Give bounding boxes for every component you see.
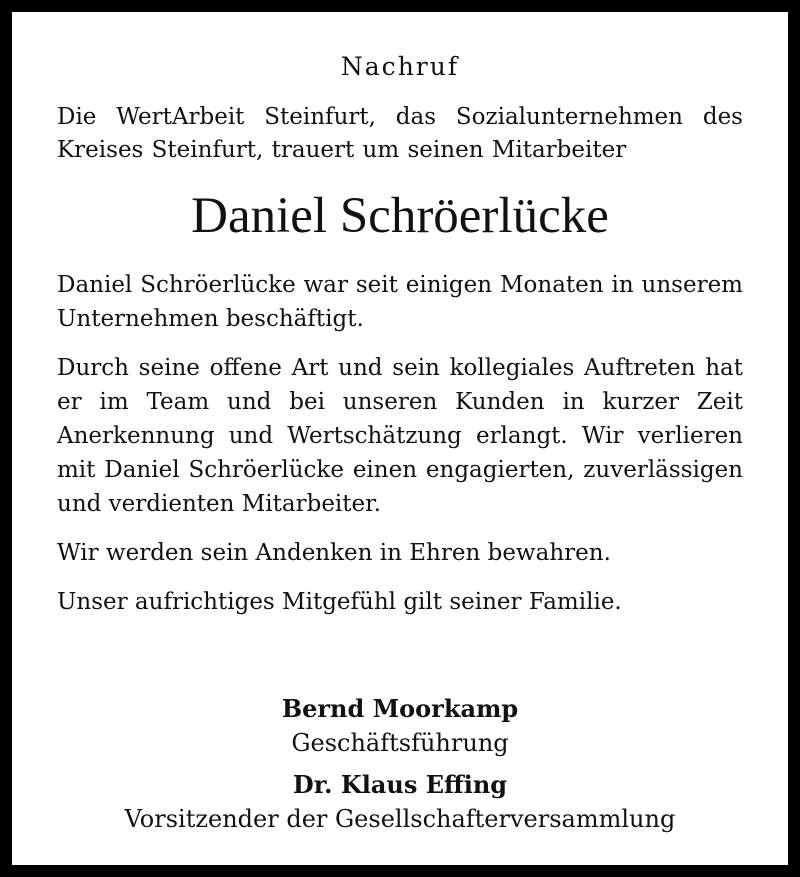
paragraph-tribute: Durch seine offene Art und sein kollegiales Auftreten hat er im Team und bei unseren Kunden in kurzer Zeit Anerkennung und Wertschätzung erlangt. Wir verlieren mit Daniel Schröerlücke einen engagierten, zuverlässigen und verdienten Mitarbeiter. <box>57 355 743 517</box>
signatory-role: Vorsitzender der Gesellschafterversammlung <box>124 805 676 833</box>
signatory-name: Bernd Moorkamp <box>281 694 519 723</box>
deceased-name: Daniel Schröerlücke <box>191 188 609 244</box>
paragraph-remembrance: Wir werden sein Andenken in Ehren bewahren. <box>57 540 611 566</box>
notice-heading: Nachruf <box>340 52 460 81</box>
paragraph-employment: Daniel Schröerlücke war seit einigen Monaten in unserem Unternehmen beschäftigt. <box>57 272 743 332</box>
paragraph-condolence: Unser aufrichtiges Mitgefühl gilt seiner Familie. <box>57 589 622 615</box>
intro-text: Die WertArbeit Steinfurt, das Sozialunternehmen des Kreises Steinfurt, trauert um seinen Mitarbeiter <box>57 104 743 163</box>
signature-block <box>24 692 776 844</box>
notice-body <box>57 54 743 634</box>
signatory-role: Geschäftsführung <box>291 729 509 757</box>
signatory-name: Dr. Klaus Effing <box>292 770 508 799</box>
